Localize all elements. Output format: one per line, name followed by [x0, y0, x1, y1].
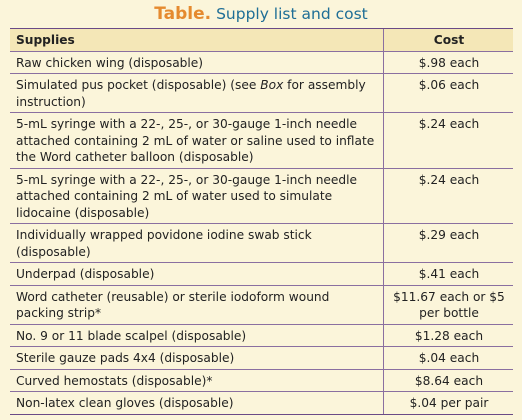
supply-table [10, 28, 513, 415]
supply-cell [10, 74, 384, 112]
supply-cell: Underpad (disposable) [10, 263, 384, 285]
supply-cell: 5-mL syringe with a 22-, 25-, or 30-gauge 1-inch needle attached containing 2 mL of water or saline used to inflate the Word catheter balloon (disposable) [10, 113, 384, 168]
table-row [10, 285, 513, 324]
cost-cell: $1.28 each [414, 328, 484, 343]
supply-text-post: for assembly instruction) [16, 78, 366, 109]
table-row [10, 391, 513, 414]
cost-cell: $8.64 each [414, 373, 484, 388]
supply-cell: 5-mL syringe with a 22-, 25-, or 30-gauge 1-inch needle attached containing 2 mL of water used to simulate lidocaine (disposable) [10, 169, 384, 224]
supply-text-pre: Simulated pus pocket (disposable) (see [16, 78, 261, 92]
table-row [10, 262, 513, 285]
cost-cell: $.04 each [418, 351, 480, 365]
supply-cell: Raw chicken wing (disposable) [10, 52, 384, 74]
table-row [10, 112, 513, 168]
cost-cell: $.24 each [418, 172, 480, 187]
cost-cell: $.41 each [418, 267, 480, 281]
cost-cell: $.98 each [418, 55, 480, 70]
table-row [10, 324, 513, 347]
cost-cell: $.29 each [418, 228, 480, 242]
table-title-text: Supply list and cost [216, 5, 368, 23]
header-supplies: Supplies [10, 29, 384, 51]
header-cost: Cost [433, 33, 465, 47]
table-row [10, 369, 513, 392]
table-header-row [10, 29, 513, 51]
cost-cell: $.06 each [418, 78, 480, 92]
cost-cell: $.24 each [418, 117, 480, 131]
table-row [10, 346, 513, 369]
cost-cell: $11.67 each or $5 per bottle [393, 289, 505, 320]
supply-cell: Individually wrapped povidone iodine swab stick (disposable) [10, 224, 384, 262]
table-row [10, 73, 513, 112]
supply-cell: No. 9 or 11 blade scalpel (disposable) [10, 325, 384, 347]
supply-cell: Word catheter (reusable) or sterile iodoform wound packing strip* [10, 286, 384, 324]
supply-cell: Non-latex clean gloves (disposable) [10, 392, 384, 414]
table-title-lead: Table. [154, 4, 212, 24]
table-row [10, 168, 513, 224]
supply-cell: Curved hemostats (disposable)* [10, 370, 384, 392]
table-row [10, 51, 513, 74]
box-reference: Box [260, 78, 284, 92]
cost-cell: $.04 per pair [409, 396, 489, 410]
table-title [0, 0, 522, 28]
table-row [10, 223, 513, 262]
supply-cell: Sterile gauze pads 4x4 (disposable) [10, 347, 384, 369]
